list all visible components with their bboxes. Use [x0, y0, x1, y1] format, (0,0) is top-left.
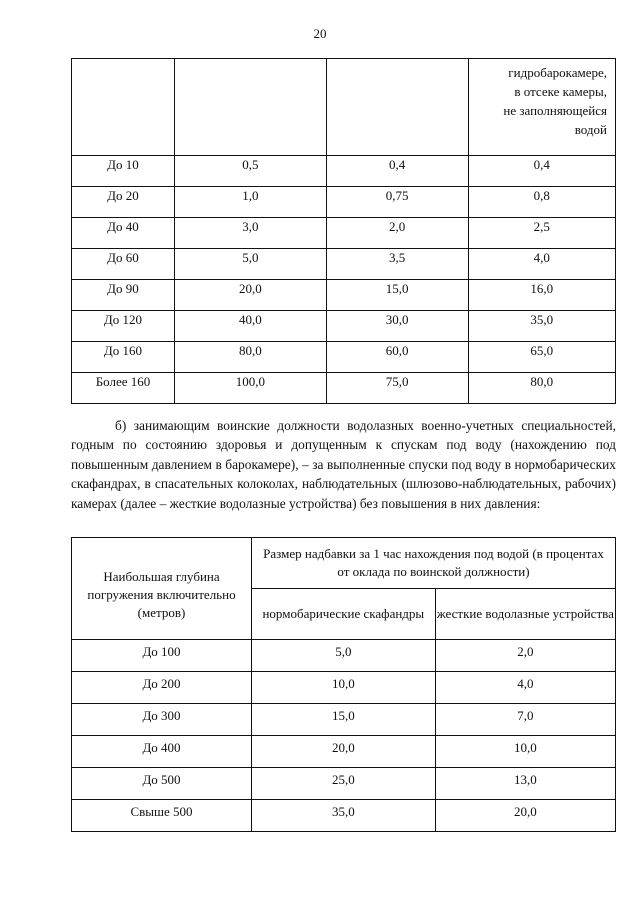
cell-text: До 120 [103, 312, 143, 327]
depth-cell [72, 187, 175, 218]
value-cell [435, 672, 615, 704]
cell-text: 0,75 [385, 188, 409, 203]
cell-text: 1,0 [242, 188, 259, 203]
table-1-header-cell-chamber [468, 59, 615, 156]
cell-text: 10,0 [513, 739, 537, 755]
table-row [72, 800, 616, 832]
cell-text: До 200 [142, 675, 181, 691]
value-cell [174, 342, 326, 373]
depth-cell [72, 280, 175, 311]
cell-text: 80,0 [530, 374, 554, 389]
cell-text: 4,0 [517, 675, 534, 691]
table-1-header-cell [326, 59, 468, 156]
depth-header-cell: Наибольшая глубина погружения включительно (метров) [72, 538, 252, 640]
value-cell [326, 311, 468, 342]
value-cell [326, 249, 468, 280]
value-cell [174, 311, 326, 342]
value-cell [468, 249, 615, 280]
cell-text: 2,0 [517, 643, 534, 659]
value-cell [252, 672, 436, 704]
depth-cell [72, 311, 175, 342]
cell-text: До 40 [107, 219, 139, 234]
value-cell [174, 187, 326, 218]
value-cell [468, 218, 615, 249]
depth-cell [72, 218, 175, 249]
value-cell [326, 156, 468, 187]
value-cell [252, 736, 436, 768]
subheader-devices: жесткие водолазные устройства [435, 589, 615, 640]
value-cell [468, 373, 615, 404]
cell-text: Более 160 [95, 374, 151, 389]
cell-text: 15,0 [331, 707, 355, 723]
table-row [72, 311, 616, 342]
cell-text: 4,0 [533, 250, 550, 265]
cell-text: 20,0 [331, 739, 355, 755]
header-line: не заполняющейся [503, 103, 607, 118]
cell-text: 35,0 [530, 312, 554, 327]
value-cell [468, 342, 615, 373]
value-cell [252, 800, 436, 832]
cell-text: До 60 [107, 250, 139, 265]
cell-text: 5,0 [335, 643, 352, 659]
cell-text: До 300 [142, 707, 181, 723]
cell-text: 65,0 [530, 343, 554, 358]
table-row [72, 156, 616, 187]
table-row [72, 373, 616, 404]
depth-cell [72, 704, 252, 736]
cell-text: 3,0 [242, 219, 259, 234]
value-cell [174, 218, 326, 249]
table-row [72, 768, 616, 800]
cell-text: 80,0 [238, 343, 262, 358]
depth-cell [72, 342, 175, 373]
cell-text: До 90 [107, 281, 139, 296]
table-1-header-cell [72, 59, 175, 156]
header-line: в отсеке камеры, [514, 84, 607, 99]
table-2-header-row [72, 538, 616, 589]
value-cell [468, 280, 615, 311]
cell-text: До 100 [142, 643, 181, 659]
depth-cell [72, 373, 175, 404]
table-row [72, 280, 616, 311]
table-row [72, 704, 616, 736]
value-cell [326, 187, 468, 218]
cell-text: 7,0 [517, 707, 534, 723]
table-1-header-cell [174, 59, 326, 156]
value-cell [435, 736, 615, 768]
page-number: 20 [313, 26, 327, 41]
table-1-bonus-rates [71, 58, 616, 404]
cell-text: 35,0 [331, 803, 355, 819]
bonus-header-cell: Размер надбавки за 1 час нахождения под водой (в процентах от оклада по воинской должности) [252, 538, 616, 589]
cell-text: 25,0 [331, 771, 355, 787]
cell-text: Свыше 500 [130, 803, 193, 819]
value-cell [326, 342, 468, 373]
table-2-bonus-rates [71, 537, 616, 832]
table-row [72, 342, 616, 373]
cell-text: 20,0 [238, 281, 262, 296]
table-row [72, 218, 616, 249]
value-cell [435, 768, 615, 800]
depth-cell [72, 156, 175, 187]
table-row [72, 736, 616, 768]
cell-text: 16,0 [530, 281, 554, 296]
cell-text: 0,4 [388, 157, 406, 172]
paragraph-text: б) занимающим воинские должности водолазных военно-учетных специальностей, годным по состоянию здоровья и допущенным к спускам под воду (нахождению под повышенным давлением в барокамере), – за выполненные спуски под воду в нормобарических скафандрах, в спасательных колоколах, наблюдательных (шлюзово-наблюдательных, рабочих) камерах (далее – жесткие водолазные устройства) без повышения в них давления: [71, 418, 616, 511]
value-cell [435, 704, 615, 736]
cell-text: До 160 [103, 343, 143, 358]
value-cell [174, 249, 326, 280]
value-cell [326, 280, 468, 311]
cell-text: 15,0 [385, 281, 409, 296]
cell-text: 3,5 [388, 250, 406, 265]
cell-text: До 10 [107, 157, 139, 172]
subheader-suits: нормобарические скафандры [252, 589, 436, 640]
cell-text: 2,5 [533, 219, 550, 234]
header-line: водой [574, 122, 607, 137]
cell-text: 0,4 [533, 157, 550, 172]
table-row [72, 640, 616, 672]
value-cell [252, 704, 436, 736]
cell-text: 75,0 [385, 374, 409, 389]
value-cell [326, 373, 468, 404]
table-row [72, 249, 616, 280]
cell-text: 5,0 [242, 250, 259, 265]
value-cell [468, 311, 615, 342]
value-cell [174, 280, 326, 311]
header-line: гидробарокамере, [508, 65, 607, 80]
depth-cell [72, 768, 252, 800]
value-cell [174, 373, 326, 404]
value-cell [252, 768, 436, 800]
cell-text: 10,0 [331, 675, 355, 691]
depth-cell [72, 640, 252, 672]
cell-text: 0,8 [533, 188, 550, 203]
cell-text: 0,5 [242, 157, 259, 172]
paragraph-item-b [71, 416, 616, 513]
value-cell [326, 218, 468, 249]
cell-text: 60,0 [385, 343, 409, 358]
cell-text: 2,0 [388, 219, 406, 234]
depth-cell [72, 249, 175, 280]
cell-text: 100,0 [235, 374, 265, 389]
value-cell [252, 640, 436, 672]
cell-text: До 400 [142, 739, 181, 755]
depth-cell [72, 672, 252, 704]
value-cell [174, 156, 326, 187]
value-cell [435, 800, 615, 832]
cell-text: До 500 [142, 771, 181, 787]
depth-cell [72, 800, 252, 832]
value-cell [468, 187, 615, 218]
cell-text: 13,0 [513, 771, 537, 787]
depth-cell [72, 736, 252, 768]
table-row [72, 187, 616, 218]
value-cell [435, 640, 615, 672]
cell-text: 20,0 [513, 803, 537, 819]
table-row [72, 672, 616, 704]
cell-text: 30,0 [385, 312, 409, 327]
cell-text: До 20 [107, 188, 139, 203]
value-cell [468, 156, 615, 187]
table-1-header-row [72, 59, 616, 156]
cell-text: 40,0 [238, 312, 262, 327]
